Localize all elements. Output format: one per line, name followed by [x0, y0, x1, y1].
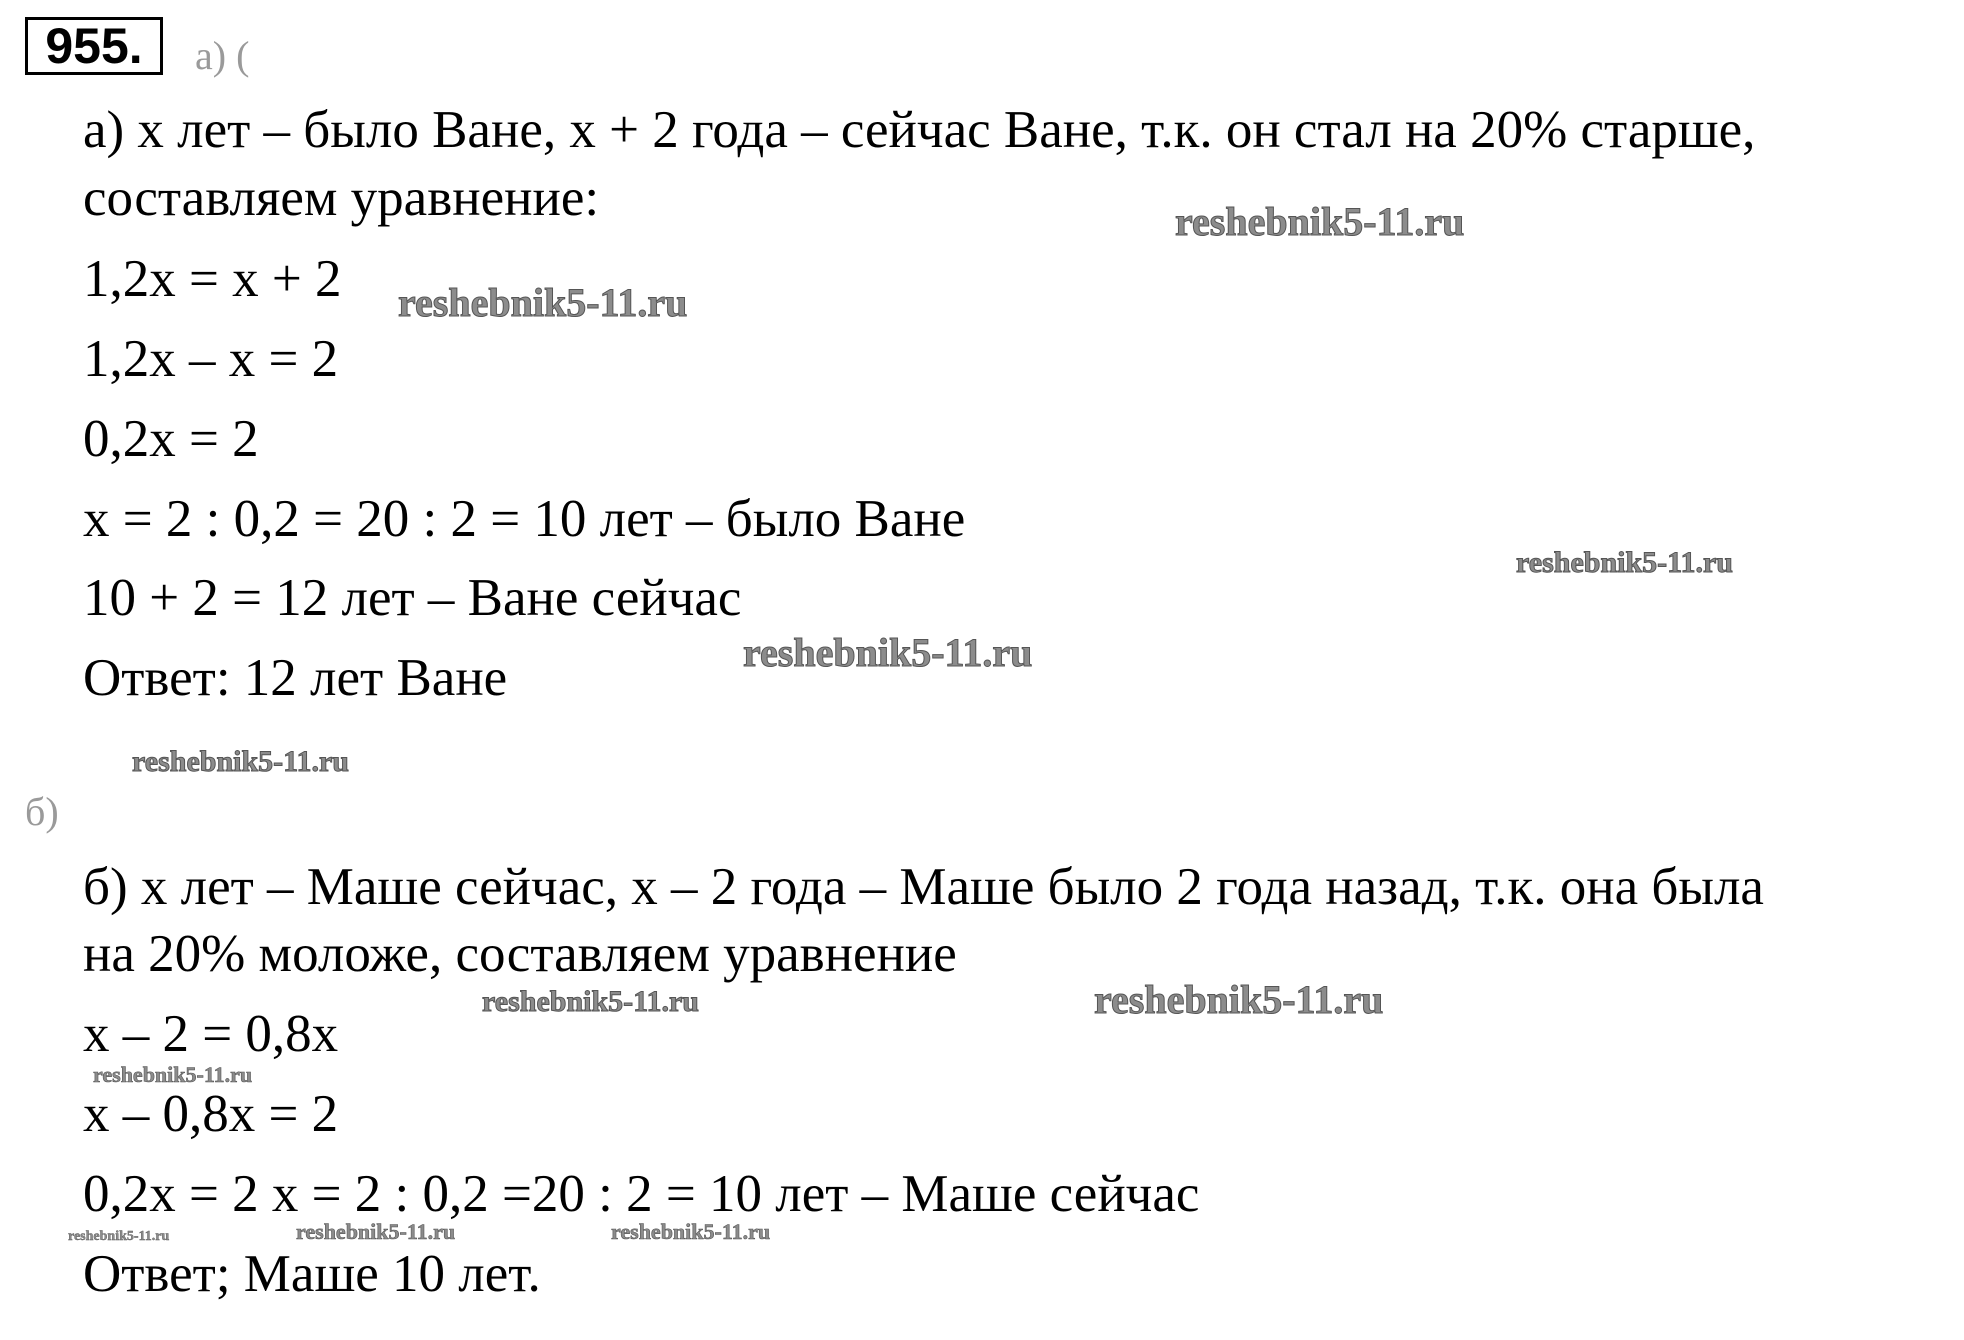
part-a-line-1: а) х лет – было Ване, х + 2 года – сейчас Ване, т.к. он стал на 20% старше, [83, 101, 1756, 159]
watermark-9: reshebnik5-11.ru [68, 1229, 170, 1244]
watermark-10: reshebnik5-11.ru [296, 1219, 456, 1244]
equation-b-1: х – 2 = 0,8х [83, 1005, 339, 1063]
watermark-1: reshebnik5-11.ru [1175, 199, 1465, 244]
part-b-ghost-label: б) [25, 789, 59, 834]
part-b-line-2: на 20% моложе, составляем уравнение [83, 925, 957, 983]
watermark-3: reshebnik5-11.ru [1516, 546, 1733, 579]
equation-a-3: 0,2х = 2 [83, 410, 259, 468]
part-b-line-1: б) х лет – Маше сейчас, х – 2 года – Маше было 2 года назад, т.к. она была [83, 858, 1764, 916]
equation-b-2: х – 0,8х = 2 [83, 1085, 339, 1143]
watermark-5: reshebnik5-11.ru [132, 745, 349, 778]
watermark-7: reshebnik5-11.ru [482, 985, 699, 1018]
equation-a-4: х = 2 : 0,2 = 20 : 2 = 10 лет – было Ване [83, 490, 966, 548]
watermark-4: reshebnik5-11.ru [743, 630, 1033, 675]
answer-b: Ответ; Маше 10 лет. [83, 1245, 541, 1303]
watermark-8: reshebnik5-11.ru [93, 1062, 253, 1087]
watermark-2: reshebnik5-11.ru [398, 280, 688, 325]
problem-number: 955. [25, 17, 163, 75]
equation-a-5: 10 + 2 = 12 лет – Ване сейчас [83, 569, 742, 627]
watermark-11: reshebnik5-11.ru [611, 1219, 771, 1244]
watermark-6: reshebnik5-11.ru [1094, 977, 1384, 1022]
equation-b-3: 0,2х = 2 х = 2 : 0,2 =20 : 2 = 10 лет – Маше сейчас [83, 1165, 1200, 1223]
equation-a-1: 1,2х = х + 2 [83, 250, 342, 308]
part-a-line-2: составляем уравнение: [83, 169, 600, 227]
answer-a: Ответ: 12 лет Ване [83, 649, 508, 707]
part-a-ghost-label: а) ( [195, 33, 250, 78]
equation-a-2: 1,2х – х = 2 [83, 330, 339, 388]
